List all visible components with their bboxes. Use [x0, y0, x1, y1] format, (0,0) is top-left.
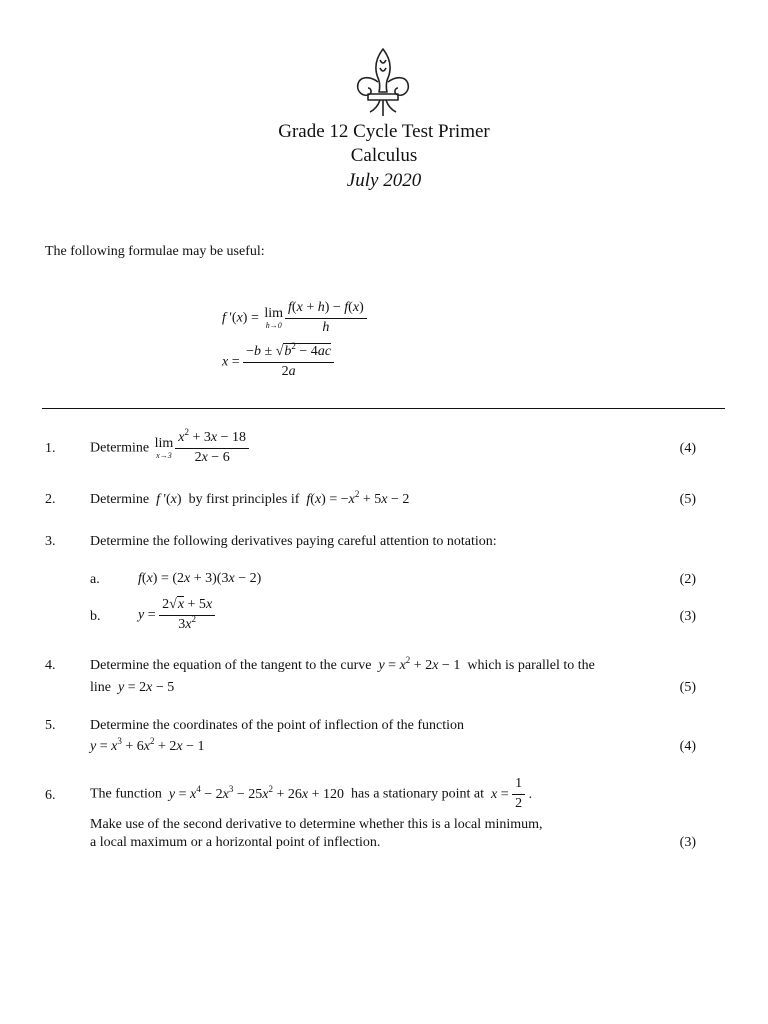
question-3-number: 3. — [45, 534, 56, 549]
question-4-text: Determine the equation of the tangent to the curve $y = x^2 + 2x - 1$ which is parallel to the — [90, 655, 595, 673]
document-title: Grade 12 Cycle Test Primer — [278, 121, 490, 142]
question-6-text-line3: a local maximum or a horizontal point of inflection. — [90, 835, 381, 850]
question-4-marks: (5) — [679, 680, 696, 695]
question-1-marks: (4) — [679, 441, 696, 456]
question-1-number: 1. — [45, 441, 56, 456]
question-3a-label: a. — [90, 572, 100, 587]
question-5-number: 5. — [45, 718, 56, 733]
question-4-number: 4. — [45, 658, 56, 673]
question-2-marks: (5) — [679, 492, 696, 507]
question-6-number: 6. — [45, 788, 56, 803]
question-3a-marks: (2) — [679, 572, 696, 587]
question-3-text: Determine the following derivatives paying careful attention to notation: — [90, 534, 497, 549]
question-5-text: Determine the coordinates of the point of inflection of the function — [90, 718, 464, 733]
question-1-text: Determine lim x→3 $\frac{x^2 + 3x - 18}{2x - 6}$ — [90, 430, 249, 467]
first-principles-formula: f '(x) = lim h→0 $\frac{f(x + h) - f(x)}{h}$ — [222, 300, 367, 337]
question-4-text-line2: line y = 2x − 5 — [90, 680, 175, 695]
formulae-intro: The following formulae may be useful: — [45, 244, 265, 259]
question-2-text: Determine f '(x) by first principles if $f(x) = -x^2 + 5x - 2$ — [90, 489, 410, 507]
question-5-marks: (4) — [679, 739, 696, 754]
document-subject: Calculus — [350, 145, 418, 166]
question-2-number: 2. — [45, 492, 56, 507]
question-3b-marks: (3) — [679, 609, 696, 624]
question-3b-label: b. — [90, 609, 101, 624]
question-6-marks: (3) — [679, 835, 696, 850]
question-6-text: The function $y = x^4 - 2x^3 - 25x^2 + 26x + 120$ has a stationary point at x = $\frac{1}{2}$ . — [90, 776, 533, 811]
question-5-expression: $y = x^3 + 6x^2 + 2x - 1$ — [90, 736, 205, 754]
quadratic-formula: x = $\frac{-b \pm √b^2 - 4ac}{2a}$ — [222, 344, 334, 381]
fleur-de-lis-logo — [352, 46, 414, 120]
question-6-text-line2: Make use of the second derivative to determine whether this is a local minimum, — [90, 817, 543, 832]
question-3b-expression: y = $\frac{2√x + 5x}{3x^2}$ — [138, 597, 215, 634]
divider — [42, 408, 725, 409]
document-date: July 2020 — [346, 170, 422, 191]
question-3a-expression: f(x) = (2x + 3)(3x − 2) — [138, 571, 262, 586]
